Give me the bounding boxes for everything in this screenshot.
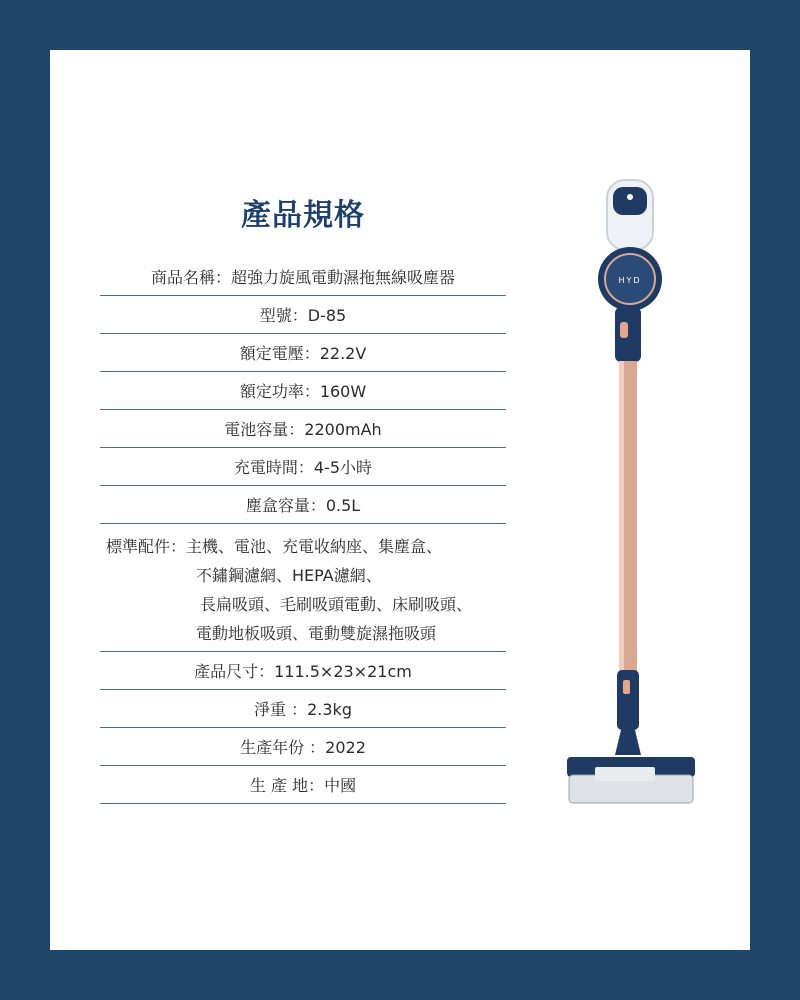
accessories-line-2: 不鏽鋼濾網、HEPA濾網、 xyxy=(196,566,382,585)
spec-row-battery: 電池容量：2200mAh xyxy=(100,410,506,448)
spec-table xyxy=(100,258,506,804)
spec-row-power: 額定功率：160W xyxy=(100,372,506,410)
tube-highlight xyxy=(619,361,624,673)
power-button xyxy=(620,322,628,338)
brush-window xyxy=(595,767,655,781)
neck xyxy=(615,730,641,755)
spec-row-charge-time: 充電時間：4-5小時 xyxy=(100,448,506,486)
brand-logo: HYD xyxy=(618,276,642,285)
spec-row-accessories xyxy=(100,524,506,652)
spec-row-dust-capacity: 塵盒容量：0.5L xyxy=(100,486,506,524)
spec-row-weight: 淨重 ：2.3kg xyxy=(100,690,506,728)
spec-row-model: 型號：D-85 xyxy=(100,296,506,334)
display-indicator xyxy=(627,194,633,200)
spec-row-product-name: 商品名稱：超強力旋風電動濕拖無線吸塵器 xyxy=(100,258,506,296)
lower-joint xyxy=(617,670,639,730)
joint-button xyxy=(623,680,630,694)
accessories-line-3: 長扁吸頭、毛刷吸頭電動、床刷吸頭、 xyxy=(200,595,473,614)
page-title: 產品規格 xyxy=(241,198,365,233)
spec-row-dimensions: 產品尺寸：111.5×23×21cm xyxy=(100,652,506,690)
spec-row-origin: 生 產 地：中國 xyxy=(100,766,506,804)
spec-row-voltage: 額定電壓：22.2V xyxy=(100,334,506,372)
accessories-line-1: 標準配件：主機、電池、充電收納座、集塵盒、 xyxy=(106,537,443,556)
spec-row-year: 生產年份 ：2022 xyxy=(100,728,506,766)
display-panel xyxy=(613,187,647,215)
vacuum-product-image xyxy=(555,175,705,815)
accessories-line-4: 電動地板吸頭、電動雙旋濕拖吸頭 xyxy=(196,624,437,643)
